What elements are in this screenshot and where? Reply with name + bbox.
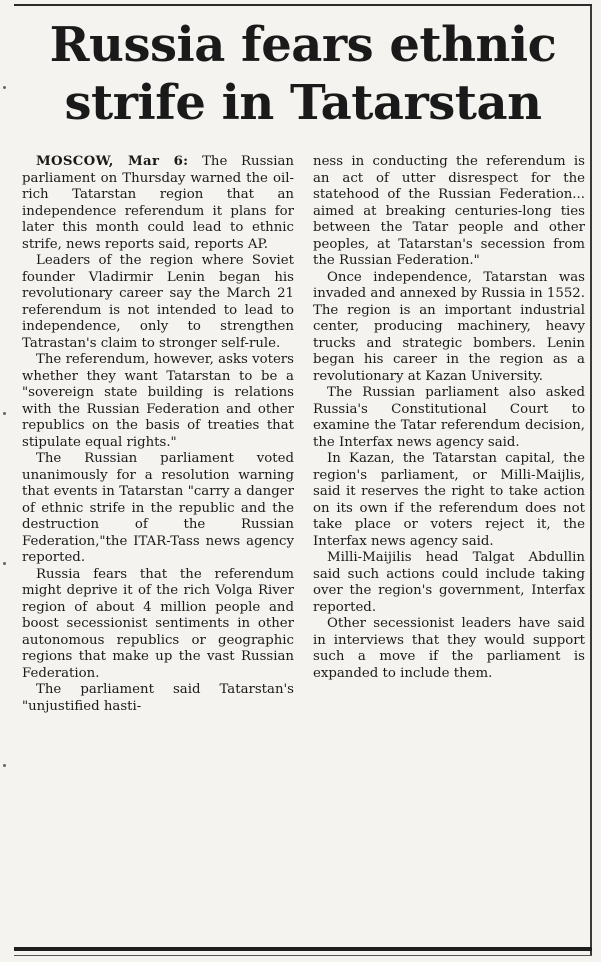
article-paragraph: In Kazan, the Tatarstan capital, the region's parliament, or Milli-Maijlis, said it reserves the right to take action on its own if the referendum does not take place or voters reject it, the Interfax news agency said. <box>313 451 585 549</box>
article-paragraph: Other secessionist leaders have said in interviews that they would support such a move if the parliament is expanded to include them. <box>313 616 585 681</box>
article-column-right <box>313 154 585 682</box>
article-paragraph: The Russian parliament also asked Russia's Constitutional Court to examine the Tatar referendum decision, the Interfax news agency said. <box>313 385 585 450</box>
article-headline: Russia fears ethnic strife in Tatarstan <box>49 17 557 131</box>
paragraph-text: The Russian parliament on Thursday warned the oil-rich Tatarstan region that an independence referendum it plans for later this month could lead to ethnic strife, news reports said, reports AP. <box>22 154 294 252</box>
article-paragraph: Russia fears that the referendum might deprive it of the rich Volga River region of about 4 million people and boost secessionist sentiments in other autonomous republics or geographic regions that make up the vast Russian Federation. <box>22 566 294 681</box>
bottom-rule <box>14 947 592 951</box>
bottom-rule-thin <box>14 955 592 956</box>
dateline: MOSCOW, Mar 6: <box>36 154 189 169</box>
article-paragraph: The parliament said Tatarstan's "unjustified hasti- <box>22 682 294 714</box>
article-paragraph: The Russian parliament voted unanimously for a resolution warning that events in Tatarstan "carry a danger of ethnic strife in the republic and the destruction of the Russian Federation,"the ITAR-Tass news agency reported. <box>22 451 294 565</box>
article-paragraph <box>22 154 294 253</box>
article-column-left <box>22 154 294 715</box>
left-margin-dots <box>2 0 8 962</box>
top-rule <box>14 4 592 6</box>
article-paragraph: ness in conducting the referendum is an act of utter disrespect for the statehood of the Russian Federation... aimed at breaking centuries-long ties between the Tatar people and other peoples, at Tatarstan's secession from the Russian Federation." <box>313 154 585 268</box>
article-paragraph: The referendum, however, asks voters whether they want Tatarstan to be a "sovereign state building is relations with the Russian Federation and other republics on the basis of treaties that stipulate equal rights." <box>22 352 294 450</box>
article-paragraph: Leaders of the region where Soviet founder Vladirmir Lenin began his revolutionary career say the March 21 referendum is not intended to lead to independence, only to strengthen Tatrastan's claim to stronger self-rule. <box>22 253 294 351</box>
article-paragraph: Milli-Maijilis head Talgat Abdullin said such actions could include taking over the region's government, Interfax reported. <box>313 550 585 615</box>
article-paragraph: Once independence, Tatarstan was invaded and annexed by Russia in 1552. The region is an important industrial center, producing machinery, heavy trucks and strategic bombers. Lenin began his career in the region as a revolutionary at Kazan University. <box>313 269 585 384</box>
column-rule-right <box>590 6 592 956</box>
